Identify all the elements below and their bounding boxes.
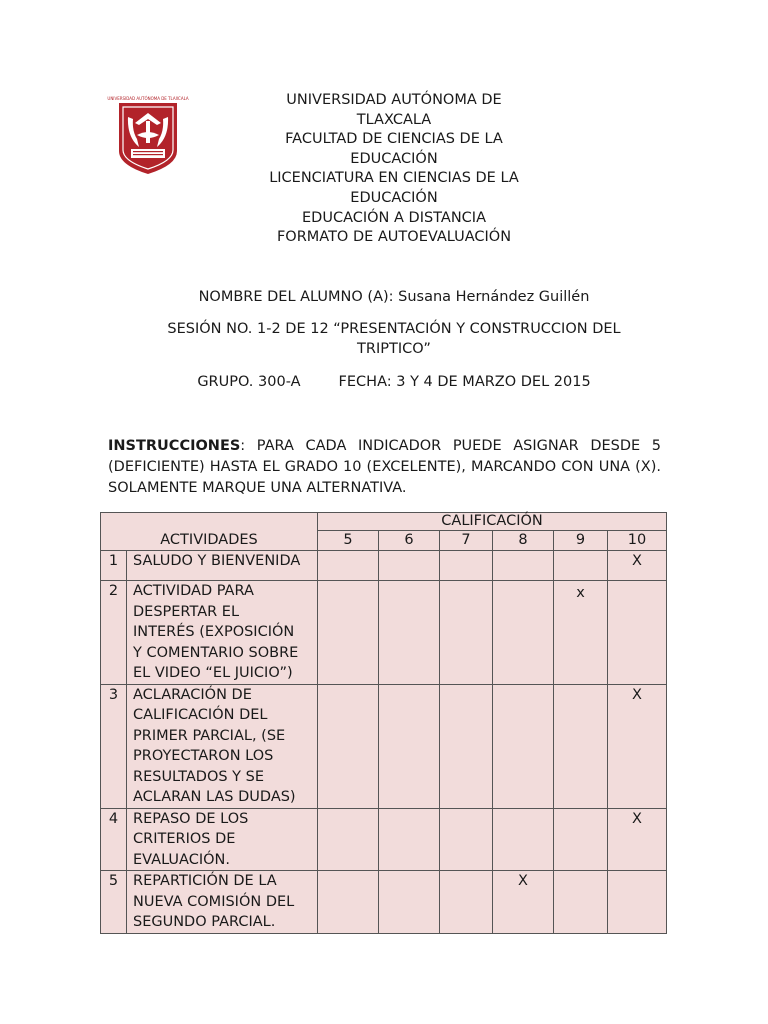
session-line-2: TRIPTICO” [357,341,431,357]
score-header: 6 [379,531,440,551]
session-line-1: SESIÓN NO. 1-2 DE 12 “PRESENTACIÓN Y CONSTRUCCION DEL [167,321,621,337]
activity-line: NUEVA COMISIÓN DEL [133,893,295,910]
rating-cell[interactable] [379,551,440,581]
score-header: 7 [440,531,493,551]
header-line: FACULTAD DE CIENCIAS DE LA [285,131,503,148]
document-header [240,91,548,248]
score-header: 10 [608,531,667,551]
score-header: 5 [318,531,379,551]
rating-cell[interactable] [608,871,667,934]
rating-cell[interactable] [554,808,608,871]
table-row [101,581,667,685]
rating-cell[interactable]: X [608,684,667,808]
header-line: UNIVERSIDAD AUTÓNOMA DE [286,92,502,108]
activity-line: CALIFICACIÓN DEL [133,707,268,723]
rating-cell[interactable]: X [493,871,554,934]
row-number: 1 [101,551,127,581]
rating-cell[interactable] [379,684,440,808]
rating-cell[interactable] [318,581,379,685]
rating-cell[interactable] [318,871,379,934]
instructions-text: : PARA CADA INDICADOR PUEDE ASIGNAR DESDE 5 (DEFICIENTE) HASTA EL GRADO 10 (EXCELENTE), MARCANDO CON UNA (X). SOLAMENTE MARQUE UNA ALTERNATIVA. [108,438,661,496]
rating-cell[interactable] [440,551,493,581]
student-name-line: NOMBRE DEL ALUMNO (A): Susana Hernández Guillén [198,289,590,305]
rating-cell[interactable]: X [608,551,667,581]
rating-cell[interactable] [493,808,554,871]
rating-cell[interactable] [554,684,608,808]
activity-line: ACTIVIDAD PARA [133,583,254,599]
header-line: FORMATO DE AUTOEVALUACIÓN [276,229,512,246]
rating-cell[interactable] [554,551,608,581]
score-header: 8 [493,531,554,551]
activity-line: PRIMER PARCIAL, (SE [133,727,286,744]
activity-cell [127,871,318,934]
activity-line: INTERÉS (EXPOSICIÓN [133,624,295,640]
activity-line: EL VIDEO “EL JUICIO”) [133,665,293,681]
activity-cell [127,551,318,581]
rating-header: CALIFICACIÓN [318,513,667,531]
rating-cell[interactable]: x [554,581,608,685]
rating-cell[interactable] [493,551,554,581]
activity-line: RESULTADOS Y SE [133,768,265,785]
activity-line: SALUDO Y BIENVENIDA [133,553,301,569]
rating-cell[interactable] [379,871,440,934]
rating-cell[interactable] [318,684,379,808]
rating-cell[interactable]: X [608,808,667,871]
rating-cell[interactable] [493,581,554,685]
table-row [101,871,667,934]
rating-cell[interactable] [493,684,554,808]
activity-line: DESPERTAR EL [133,603,240,620]
evaluation-table [100,512,667,934]
row-number: 5 [101,871,127,934]
activity-line: ACLARACIÓN DE [133,686,252,703]
header-line: LICENCIATURA EN CIENCIAS DE LA [269,170,519,187]
activity-cell [127,808,318,871]
rating-cell[interactable] [440,684,493,808]
group-date-line [100,374,688,390]
table-row [101,551,667,581]
activity-line: REPASO DE LOS [133,810,249,827]
activity-cell [127,581,318,685]
rating-cell[interactable] [379,581,440,685]
table-row [101,684,667,808]
activity-line: PROYECTARON LOS [133,748,274,764]
table-header-row [101,513,667,531]
session-line [130,319,658,359]
rating-cell[interactable] [379,808,440,871]
instructions-paragraph [108,436,661,499]
activity-cell [127,684,318,808]
activity-line: ACLARAN LAS DUDAS) [133,789,296,805]
header-line: TLAXCALA [356,111,432,128]
row-number: 2 [101,581,127,685]
activity-line: SEGUNDO PARCIAL. [133,914,276,930]
rating-cell[interactable] [554,871,608,934]
rating-cell[interactable] [318,808,379,871]
activities-header: ACTIVIDADES [101,513,318,551]
instructions-label: INSTRUCCIONES [108,438,241,454]
activity-line: Y COMENTARIO SOBRE [133,644,299,661]
rating-cell[interactable] [318,551,379,581]
activity-line: EVALUACIÓN. [133,851,230,868]
row-number: 4 [101,808,127,871]
rating-cell[interactable] [608,581,667,685]
score-header: 9 [554,531,608,551]
activity-line: CRITERIOS DE [133,831,236,847]
header-line: EDUCACIÓN [350,150,438,167]
svg-text:UNIVERSIDAD AUTÓNOMA DE TLAXCA: UNIVERSIDAD AUTÓNOMA DE TLAXCALA [107,96,189,101]
header-line: EDUCACIÓN A DISTANCIA [302,209,486,226]
rating-cell[interactable] [440,808,493,871]
group-text: GRUPO. 300-A [197,374,301,390]
university-crest-icon [107,95,189,175]
header-line: EDUCACIÓN [350,189,438,206]
date-text: FECHA: 3 Y 4 DE MARZO DEL 2015 [338,374,591,390]
activity-line: REPARTICIÓN DE LA [133,873,277,889]
rating-cell[interactable] [440,871,493,934]
table-row [101,808,667,871]
row-number: 3 [101,684,127,808]
rating-cell[interactable] [440,581,493,685]
